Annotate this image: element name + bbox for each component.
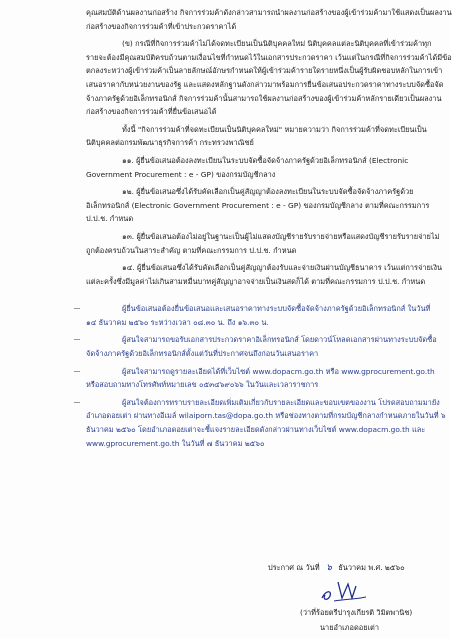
clauses-section <box>86 6 452 292</box>
text-line: นิติบุคคลต่อกรมพัฒนาธุรกิจการค้า กระทรวงพาณิชย์ <box>86 138 254 148</box>
notice-clarification <box>86 396 446 450</box>
text-line: ผู้สนใจสามารถดูรายละเอียดได้ที่เว็บไซต์ www.dopacm.go.th หรือ www.gprocurement.go.th <box>122 366 435 376</box>
text-line: ๑๓. ผู้ยื่นข้อเสนอต้องไม่อยู่ในฐานะเป็นผู้ไม่แสดงบัญชีรายรับรายจ่ายหรือแสดงบัญชีรายรับรายจ่ายไม่ <box>122 231 440 241</box>
clause-item-14 <box>86 261 443 288</box>
text-line: ถูกต้องครบถ้วนในสาระสำคัญ ตามที่คณะกรรมการ ป.ป.ช. กำหนด <box>86 245 297 255</box>
text-line: ธันวาคม ๒๕๖๐ โดยอำเภอดอยเต่าจะชี้แจงรายละเอียดดังกล่าวผ่านทางเว็บไซต์ www.dopacm.go.th และ <box>86 425 426 435</box>
text-line: ตกลงระหว่างผู้เข้าร่วมค้าเป็นลายลักษณ์อักษรกำหนดให้ผู้เข้าร่วมค้ารายใดรายหนึ่งเป็นผู้รับผิดชอบหลักในการเข้า <box>86 66 443 76</box>
clause-item-13 <box>86 230 440 257</box>
announcement-day: ๖ <box>326 563 332 573</box>
text-line: อำเภอดอยเต่า ผ่านทางอีเมล์ wilaiporn.tas@dopa.go.th หรือช่องทางตามที่กรมบัญชีกลางกำหนดภายในวันที่ ๖ <box>86 411 446 421</box>
text-line: ๑๒. ผู้ยื่นข้อเสนอซึ่งได้รับคัดเลือกเป็นคู่สัญญาต้องลงทะเบียนในระบบจัดซื้อจัดจ้างภาครัฐด้วย <box>122 187 414 197</box>
clause-clause-b <box>86 37 452 119</box>
text-line: จัดจ้างภาครัฐด้วยอิเล็กทรอนิกส์ตั้งแต่วันที่ประกาศจนถึงก่อนวันเสนอราคา <box>86 349 319 359</box>
text-line: จ้างภาครัฐด้วยอิเล็กทรอนิกส์ กิจการร่วมค้านั้นสามารถใช้ผลงานก่อสร้างของผู้เข้าร่วมค้าหลักรายเดียวเป็นผลงาน <box>86 93 442 103</box>
notice-download <box>86 333 437 360</box>
text-line: หรือสอบถามทางโทรศัพท์หมายเลข ๐๕๓๔๖๙๐๖๖ ในวันและเวลาราชการ <box>86 380 319 390</box>
margin-tick <box>74 371 80 372</box>
text-line: คุณสมบัติด้านผลงานก่อสร้าง กิจการร่วมค้าดังกล่าวสามารถนำผลงานก่อสร้างของผู้เข้าร่วมค้ามาใช้แสดงเป็นผลงาน <box>86 8 452 17</box>
clause-item-12 <box>86 185 430 226</box>
margin-tick <box>74 339 80 340</box>
announcement-prefix: ประกาศ ณ วันที่ <box>268 563 320 572</box>
notice-contact <box>86 365 435 392</box>
text-line: แต่ละครั้งซึ่งมีมูลค่าไม่เกินสามหมื่นบาทคู่สัญญาอาจจ่ายเป็นเงินสดก็ได้ ตามที่คณะกรรมการ ป.ป.ช. กำหนด <box>86 276 426 286</box>
signer-name: (ว่าที่ร้อยตรีปารุงเกียรติ วิมิตพานิช) <box>300 608 413 617</box>
text-line: www.gprocurement.go.th ในวันที่ ๗ ธันวาคม ๒๕๖๐ <box>86 438 265 448</box>
text-line: ผู้ยื่นข้อเสนอต้องยื่นข้อเสนอและเสนอราคาทางระบบจัดซื้อจัดจ้างภาครัฐด้วยอิเล็กทรอนิกส์ ในวันที่ <box>122 304 431 314</box>
clause-definition <box>86 123 427 150</box>
notice-submission <box>86 302 431 329</box>
text-line: ๑๔ ธันวาคม ๒๕๖๐ ระหว่างเวลา ๐๘.๓๐ น. ถึง ๑๖.๓๐ น. <box>86 317 269 327</box>
text-line: อิเล็กทรอนิกส์ (Electronic Government Procurement : e - GP) ของกรมบัญชีกลาง ตามที่คณะกรรมการ <box>86 200 430 210</box>
text-line: รายจะต้องมีคุณสมบัติครบถ้วนตามเงื่อนไขที่กำหนดไว้ในเอกสารประกวดราคา เว้นแต่ในกรณีที่กิจการร่วมค้าได้มีข้อ <box>86 52 452 62</box>
text-line: ก่อสร้างของกิจการร่วมค้าที่ยื่นข้อเสนอได้ <box>86 107 217 117</box>
clause-item-11 <box>86 154 412 181</box>
clause-top <box>86 6 452 33</box>
announcement-month-year: ธันวาคม พ.ศ. ๒๕๖๐ <box>338 563 405 572</box>
text-line: ๑๔. ผู้ยื่นข้อเสนอซึ่งได้รับคัดเลือกเป็นคู่สัญญาต้องรับและจ่ายเงินผ่านบัญชีธนาคาร เว้นแต่การจ่ายเงิน <box>122 263 443 273</box>
text-line: ผู้สนใจสามารถขอรับเอกสารประกวดราคาอิเล็กทรอนิกส์ โดยดาวน์โหลดเอกสารผ่านทางระบบจัดซื้อ <box>122 335 437 345</box>
text-line: ทั้งนี้ "กิจการร่วมค้าที่จดทะเบียนเป็นนิติบุคคลใหม่" หมายความว่า กิจการร่วมค้าที่จดทะเบียนเป็น <box>122 124 427 134</box>
text-line: ผู้สนใจต้องการทราบรายละเอียดเพิ่มเติมเกี่ยวกับรายละเอียดและขอบเขตของงาน โปรดสอบถามมายัง <box>122 397 440 407</box>
text-line: (ข) กรณีที่กิจการร่วมค้าไม่ได้จดทะเบียนเป็นนิติบุคคลใหม่ นิติบุคคลแต่ละนิติบุคคลที่เข้าร่วมค้าทุก <box>122 39 432 49</box>
margin-tick <box>74 402 80 403</box>
notices-section <box>86 302 446 454</box>
text-line: ป.ป.ช. กำหนด <box>86 214 134 224</box>
text-line: ก่อสร้างของกิจการร่วมค้าที่เข้าประกวดราคาได้ <box>86 21 237 31</box>
text-line: Government Procurement : e - GP) ของกรมบัญชีกลาง <box>86 169 276 179</box>
signer-title: นายอำเภอดอยเต่า <box>320 623 380 632</box>
margin-tick <box>74 308 80 309</box>
text-line: ๑๑. ผู้ยื่นข้อเสนอต้องลงทะเบียนในระบบจัดซื้อจัดจ้างภาครัฐด้วยอิเล็กทรอนิกส์ (Electronic <box>122 155 409 165</box>
text-line: เสนอราคากับหน่วยงานของรัฐ และแสดงหลักฐานดังกล่าวมาพร้อมการยื่นข้อเสนอประกวดราคาทางระบบจัดซื้อจัด <box>86 79 444 89</box>
